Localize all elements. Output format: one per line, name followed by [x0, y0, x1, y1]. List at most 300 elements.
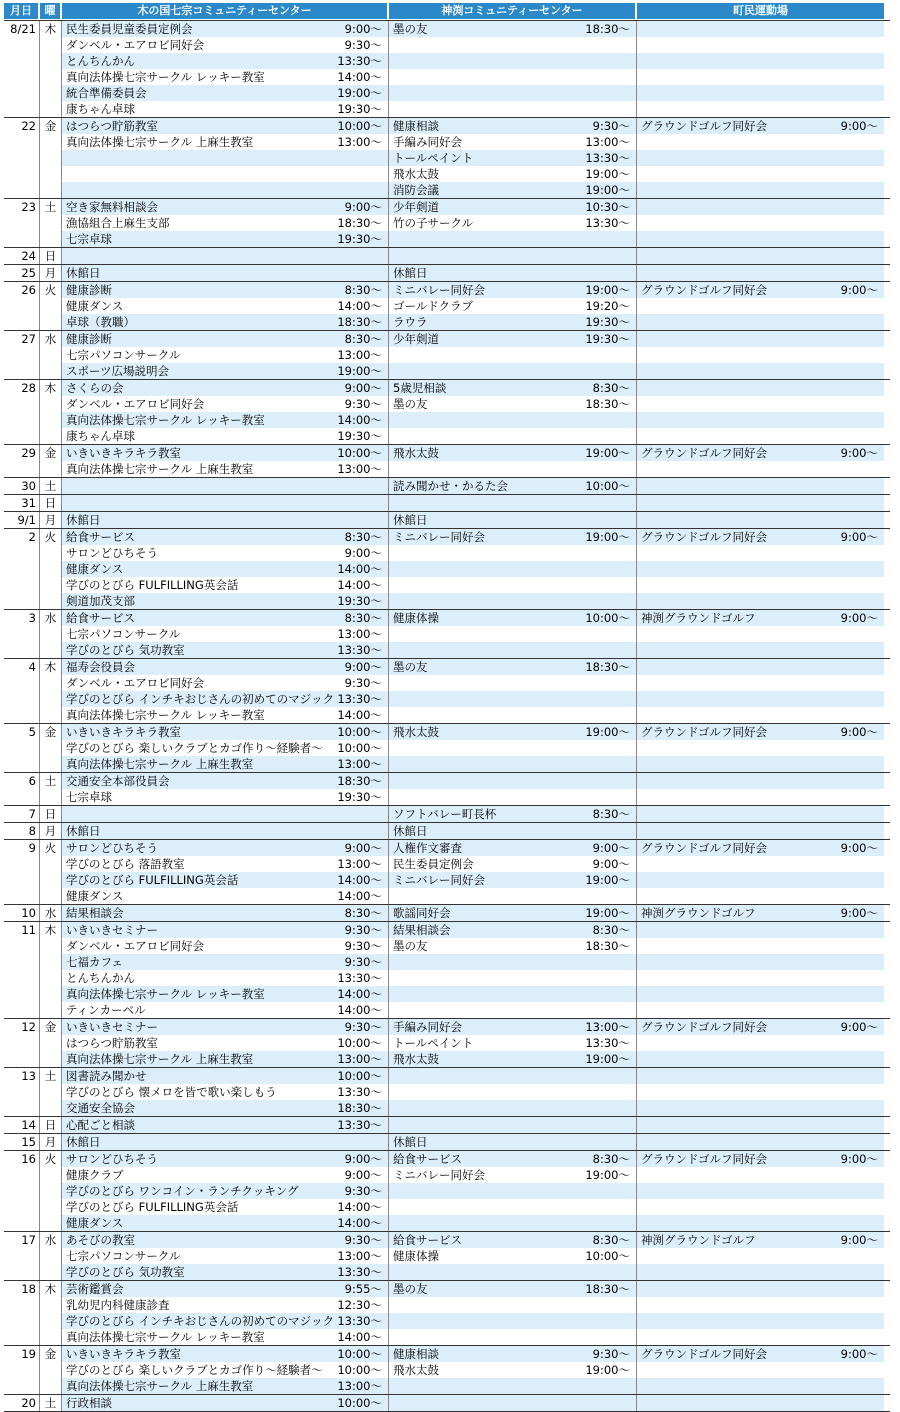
- event-time: 13:30～: [337, 692, 382, 706]
- event-line: [389, 740, 636, 756]
- event-time: 9:30～: [344, 923, 382, 937]
- event-line: [637, 626, 884, 642]
- event-name: 飛水太鼓: [393, 1363, 439, 1377]
- event-line: [62, 1183, 388, 1199]
- event-line: [389, 282, 636, 298]
- event-name: 健康ダンス: [66, 889, 124, 903]
- event-time: 18:30～: [585, 22, 630, 36]
- event-line: [389, 512, 636, 528]
- event-line: [389, 724, 636, 740]
- event-line: [389, 675, 636, 691]
- venue-nanasou-cell: [62, 495, 389, 511]
- event-name: 少年剣道: [393, 332, 439, 346]
- event-time: 19:00～: [585, 283, 630, 297]
- venue-kanbuchi-cell: [389, 773, 637, 805]
- day-weekday: 月: [40, 512, 62, 528]
- venue-field-cell: [637, 1019, 884, 1067]
- event-line: [62, 1051, 388, 1067]
- event-name: 福寿会役員会: [66, 660, 135, 674]
- event-line: [62, 938, 388, 954]
- event-line: [637, 970, 884, 986]
- event-line: [62, 659, 388, 675]
- event-name: 真向法体操七宗サークル レッキー教室: [66, 987, 265, 1001]
- event-line: [62, 1329, 388, 1345]
- event-line: [637, 1313, 884, 1329]
- event-line: [637, 823, 884, 839]
- day-weekday: 日: [40, 248, 62, 264]
- event-line: [637, 282, 884, 298]
- event-time: 14:00～: [337, 562, 382, 576]
- event-time: 19:00～: [585, 1168, 630, 1182]
- event-time: 9:00～: [344, 546, 382, 560]
- event-line: [637, 577, 884, 593]
- event-name: 歌謡同好会: [393, 906, 451, 920]
- event-time: 8:30～: [344, 611, 382, 625]
- event-line: [637, 593, 884, 609]
- table-row: [4, 822, 890, 839]
- event-line: [62, 1378, 388, 1394]
- venue-kanbuchi-cell: [389, 922, 637, 1018]
- event-time: 9:30～: [344, 939, 382, 953]
- venue-kanbuchi-cell: [389, 840, 637, 904]
- day-weekday: 土: [40, 478, 62, 494]
- event-line: [62, 298, 388, 314]
- event-time: 19:00～: [585, 1052, 630, 1066]
- event-name: 給食サービス: [66, 611, 135, 625]
- event-line: [389, 1051, 636, 1067]
- day-weekday: 日: [40, 495, 62, 511]
- event-line: [637, 134, 884, 150]
- event-name: 卓球（教職）: [66, 315, 135, 329]
- event-time: 13:30～: [337, 643, 382, 657]
- venue-field-cell: [637, 922, 884, 1018]
- venue-field-cell: [637, 529, 884, 609]
- venue-nanasou-cell: [62, 1346, 389, 1394]
- event-time: 13:00～: [585, 135, 630, 149]
- event-time: 18:30～: [585, 397, 630, 411]
- venue-nanasou-cell: [62, 1232, 389, 1280]
- event-line: [637, 840, 884, 856]
- event-line: [62, 773, 388, 789]
- event-time: 10:00～: [337, 119, 382, 133]
- event-time: 8:30～: [592, 807, 630, 821]
- venue-nanasou-cell: [62, 445, 389, 477]
- event-line: [62, 182, 388, 198]
- event-name: 交通安全本部役員会: [66, 774, 170, 788]
- venue-kanbuchi-cell: [389, 478, 637, 494]
- venue-nanasou-cell: [62, 840, 389, 904]
- event-line: [62, 512, 388, 528]
- event-name: グラウンドゴルフ同好会: [641, 1152, 768, 1166]
- event-time: 9:55～: [344, 1282, 382, 1296]
- event-line: [62, 1297, 388, 1313]
- event-time: 18:30～: [585, 660, 630, 674]
- event-line: [637, 331, 884, 347]
- event-line: [389, 1395, 636, 1411]
- event-name: 休館日: [66, 824, 101, 838]
- event-name: 結果相談会: [66, 906, 124, 920]
- event-time: 9:00～: [840, 1020, 878, 1034]
- event-line: [62, 806, 388, 822]
- event-line: [637, 905, 884, 921]
- day-date: 2: [4, 529, 40, 609]
- event-line: [637, 1346, 884, 1362]
- event-time: 10:00～: [585, 1249, 630, 1263]
- day-date: 30: [4, 478, 40, 494]
- event-line: [62, 412, 388, 428]
- venue-kanbuchi-cell: [389, 265, 637, 281]
- event-name: 消防会議: [393, 183, 439, 197]
- event-time: 19:00～: [337, 364, 382, 378]
- event-time: 13:00～: [337, 757, 382, 771]
- event-time: 19:20～: [585, 299, 630, 313]
- event-line: [62, 478, 388, 494]
- event-name: 墨の友: [393, 1282, 428, 1296]
- event-line: [389, 922, 636, 938]
- event-name: ミニバレー同好会: [393, 283, 485, 297]
- event-line: [62, 954, 388, 970]
- event-name: 真向法体操七宗サークル レッキー教室: [66, 1330, 265, 1344]
- event-name: 学びのとびら 落語教室: [66, 857, 185, 871]
- day-date: 18: [4, 1281, 40, 1345]
- day-weekday: 木: [40, 380, 62, 444]
- event-line: [637, 561, 884, 577]
- event-name: 七福カフェ: [66, 955, 123, 969]
- event-name: いきいきキラキラ教室: [66, 1347, 181, 1361]
- event-name: ミニバレー同好会: [393, 530, 485, 544]
- venue-kanbuchi-cell: [389, 1346, 637, 1394]
- event-name: 学びのとびら FULFILLING英会話: [66, 578, 239, 592]
- table-row: [4, 772, 890, 805]
- event-line: [62, 21, 388, 37]
- event-line: [389, 986, 636, 1002]
- event-line: [637, 1167, 884, 1183]
- venue-kanbuchi-cell: [389, 1019, 637, 1067]
- venue-kanbuchi-cell: [389, 610, 637, 658]
- event-time: 12:30～: [337, 1298, 382, 1312]
- event-line: [62, 1313, 388, 1329]
- event-line: [637, 1084, 884, 1100]
- event-line: [637, 231, 884, 247]
- event-time: 18:30～: [585, 1282, 630, 1296]
- venue-nanasou-cell: [62, 1117, 389, 1133]
- event-line: [389, 806, 636, 822]
- event-name: はつらつ貯筋教室: [66, 1036, 158, 1050]
- event-line: [62, 1215, 388, 1231]
- event-name: 健康相談: [393, 1347, 439, 1361]
- event-line: [389, 610, 636, 626]
- event-line: [637, 1051, 884, 1067]
- event-line: [389, 461, 636, 477]
- venue-nanasou-cell: [62, 905, 389, 921]
- event-name: 健康ダンス: [66, 562, 124, 576]
- event-time: 19:30～: [337, 790, 382, 804]
- event-time: 10:00～: [585, 479, 630, 493]
- event-line: [389, 1297, 636, 1313]
- event-time: 8:30～: [592, 381, 630, 395]
- event-time: 9:00～: [344, 660, 382, 674]
- event-line: [389, 215, 636, 231]
- event-line: [637, 888, 884, 904]
- table-row: [4, 658, 890, 723]
- event-time: 18:30～: [337, 315, 382, 329]
- venue-field-cell: [637, 265, 884, 281]
- event-line: [62, 396, 388, 412]
- day-date: 6: [4, 773, 40, 805]
- event-name: トールペイント: [393, 1036, 474, 1050]
- event-line: [62, 1117, 388, 1133]
- event-line: [62, 134, 388, 150]
- event-time: 14:00～: [337, 299, 382, 313]
- event-time: 9:00～: [592, 857, 630, 871]
- event-name: 墨の友: [393, 22, 428, 36]
- event-line: [389, 1035, 636, 1051]
- event-line: [637, 1395, 884, 1411]
- day-weekday: 木: [40, 1281, 62, 1345]
- venue-nanasou-cell: [62, 265, 389, 281]
- event-name: 墨の友: [393, 939, 428, 953]
- event-time: 10:00～: [337, 1396, 382, 1410]
- event-time: 9:30～: [592, 1347, 630, 1361]
- event-line: [637, 412, 884, 428]
- day-date: 23: [4, 199, 40, 247]
- event-line: [637, 954, 884, 970]
- event-time: 19:00～: [585, 1363, 630, 1377]
- event-name: 墨の友: [393, 397, 428, 411]
- event-line: [389, 888, 636, 904]
- event-name: グラウンドゴルフ同好会: [641, 725, 768, 739]
- event-line: [62, 740, 388, 756]
- day-date: 12: [4, 1019, 40, 1067]
- event-name: 学びのとびら 懐メロを皆で歌い楽しもう: [66, 1085, 277, 1099]
- header-venue-nanasou: 木の国七宗コミュニティーセンター: [62, 3, 387, 19]
- event-name: 剣道加茂支部: [66, 594, 135, 608]
- event-name: とんちんかん: [66, 971, 135, 985]
- event-name: 読み聞かせ・かるた会: [393, 479, 508, 493]
- table-row: [4, 198, 890, 247]
- event-time: 14:00～: [337, 1200, 382, 1214]
- event-line: [389, 1084, 636, 1100]
- event-name: 墨の友: [393, 660, 428, 674]
- table-row: [4, 723, 890, 772]
- day-date: 8/21: [4, 21, 40, 117]
- event-name: 飛水太鼓: [393, 1052, 439, 1066]
- event-time: 13:00～: [337, 348, 382, 362]
- event-line: [637, 298, 884, 314]
- event-name: いきいきキラキラ教室: [66, 446, 181, 460]
- event-time: 9:00～: [344, 381, 382, 395]
- event-line: [389, 495, 636, 511]
- venue-field-cell: [637, 445, 884, 477]
- event-line: [389, 561, 636, 577]
- venue-kanbuchi-cell: [389, 199, 637, 247]
- event-line: [637, 1151, 884, 1167]
- event-line: [389, 118, 636, 134]
- event-name: 芸術鑑賞会: [66, 1282, 124, 1296]
- event-name: 真向法体操七宗サークル レッキー教室: [66, 413, 265, 427]
- event-line: [62, 1362, 388, 1378]
- venue-nanasou-cell: [62, 118, 389, 198]
- event-line: [389, 642, 636, 658]
- day-weekday: 水: [40, 1232, 62, 1280]
- event-time: 10:00～: [337, 741, 382, 755]
- day-weekday: 金: [40, 724, 62, 772]
- event-line: [389, 691, 636, 707]
- day-weekday: 月: [40, 1134, 62, 1150]
- event-name: 真向法体操七宗サークル レッキー教室: [66, 70, 265, 84]
- event-line: [389, 529, 636, 545]
- event-line: [62, 789, 388, 805]
- event-line: [62, 1100, 388, 1116]
- event-line: [389, 856, 636, 872]
- table-row: [4, 477, 890, 494]
- event-line: [62, 593, 388, 609]
- event-line: [389, 1068, 636, 1084]
- event-time: 13:30～: [337, 54, 382, 68]
- event-name: ゴールドクラブ: [393, 299, 474, 313]
- day-weekday: 水: [40, 905, 62, 921]
- day-date: 9/1: [4, 512, 40, 528]
- event-time: 9:00～: [344, 1152, 382, 1166]
- event-name: 神渕グラウンドゴルフ: [641, 906, 756, 920]
- event-line: [389, 905, 636, 921]
- event-line: [62, 970, 388, 986]
- venue-kanbuchi-cell: [389, 905, 637, 921]
- table-row: [4, 1067, 890, 1116]
- event-line: [389, 428, 636, 444]
- event-time: 8:30～: [592, 923, 630, 937]
- table-row: [4, 494, 890, 511]
- event-time: 10:00～: [337, 725, 382, 739]
- event-time: 9:00～: [840, 530, 878, 544]
- event-line: [389, 478, 636, 494]
- event-line: [637, 118, 884, 134]
- event-name: サロンどひちそう: [66, 546, 158, 560]
- event-line: [637, 314, 884, 330]
- day-date: 8: [4, 823, 40, 839]
- table-row: [4, 1394, 890, 1412]
- venue-kanbuchi-cell: [389, 806, 637, 822]
- table-row: [4, 444, 890, 477]
- event-time: 10:00～: [337, 1069, 382, 1083]
- venue-field-cell: [637, 248, 884, 264]
- event-line: [637, 85, 884, 101]
- event-line: [637, 478, 884, 494]
- event-name: 民生委員定例会: [393, 857, 474, 871]
- event-time: 14:00～: [337, 70, 382, 84]
- event-line: [389, 85, 636, 101]
- event-time: 9:30～: [344, 1233, 382, 1247]
- event-line: [62, 756, 388, 772]
- event-line: [62, 1002, 388, 1018]
- event-line: [62, 1199, 388, 1215]
- day-date: 26: [4, 282, 40, 330]
- table-row: [4, 904, 890, 921]
- venue-kanbuchi-cell: [389, 21, 637, 117]
- event-name: 給食サービス: [393, 1233, 462, 1247]
- event-name: 健康相談: [393, 119, 439, 133]
- venue-kanbuchi-cell: [389, 495, 637, 511]
- venue-field-cell: [637, 905, 884, 921]
- event-name: グラウンドゴルフ同好会: [641, 1020, 768, 1034]
- event-line: [62, 53, 388, 69]
- event-line: [62, 1346, 388, 1362]
- event-line: [637, 347, 884, 363]
- event-line: [389, 1167, 636, 1183]
- day-weekday: 金: [40, 445, 62, 477]
- event-line: [62, 724, 388, 740]
- event-line: [389, 248, 636, 264]
- event-line: [637, 495, 884, 511]
- event-name: いきいきキラキラ教室: [66, 725, 181, 739]
- event-time: 19:00～: [585, 725, 630, 739]
- venue-nanasou-cell: [62, 21, 389, 117]
- event-name: ミニバレー同好会: [393, 1168, 485, 1182]
- event-time: 18:30～: [585, 939, 630, 953]
- event-name: 神渕グラウンドゴルフ: [641, 1233, 756, 1247]
- event-line: [637, 166, 884, 182]
- venue-nanasou-cell: [62, 282, 389, 330]
- venue-nanasou-cell: [62, 806, 389, 822]
- event-line: [637, 986, 884, 1002]
- schedule-table: [4, 3, 890, 1412]
- venue-field-cell: [637, 840, 884, 904]
- event-name: 七宗パソコンサークル: [66, 348, 181, 362]
- venue-nanasou-cell: [62, 1019, 389, 1067]
- event-line: [62, 1134, 388, 1150]
- venue-nanasou-cell: [62, 659, 389, 723]
- event-name: ミニバレー同好会: [393, 873, 485, 887]
- event-line: [637, 1117, 884, 1133]
- table-row: [4, 117, 890, 198]
- venue-nanasou-cell: [62, 1281, 389, 1345]
- event-line: [389, 1002, 636, 1018]
- event-name: 康ちゃん卓球: [66, 102, 135, 116]
- event-time: 9:30～: [592, 119, 630, 133]
- venue-field-cell: [637, 806, 884, 822]
- table-row: [4, 805, 890, 822]
- event-line: [637, 691, 884, 707]
- event-name: グラウンドゴルフ同好会: [641, 119, 768, 133]
- event-line: [637, 1297, 884, 1313]
- event-line: [62, 1151, 388, 1167]
- header-venue-field: 町民運動場: [637, 3, 884, 19]
- day-date: 17: [4, 1232, 40, 1280]
- venue-nanasou-cell: [62, 1134, 389, 1150]
- event-time: 9:30～: [344, 1020, 382, 1034]
- event-name: 手編み同好会: [393, 1020, 462, 1034]
- event-time: 19:30～: [337, 594, 382, 608]
- venue-nanasou-cell: [62, 610, 389, 658]
- venue-kanbuchi-cell: [389, 823, 637, 839]
- event-name: グラウンドゴルフ同好会: [641, 283, 768, 297]
- venue-kanbuchi-cell: [389, 1232, 637, 1280]
- event-line: [637, 1232, 884, 1248]
- venue-nanasou-cell: [62, 922, 389, 1018]
- event-name: 学びのとびら インチキおじさんの初めてのマジック: [66, 692, 335, 706]
- venue-nanasou-cell: [62, 1395, 389, 1411]
- event-name: 竹の子サークル: [393, 216, 474, 230]
- event-time: 8:30～: [592, 1233, 630, 1247]
- venue-nanasou-cell: [62, 331, 389, 379]
- event-name: 健康体操: [393, 1249, 439, 1263]
- event-line: [637, 872, 884, 888]
- event-line: [62, 85, 388, 101]
- event-line: [62, 1035, 388, 1051]
- event-time: 19:30～: [585, 315, 630, 329]
- venue-nanasou-cell: [62, 529, 389, 609]
- event-time: 9:00～: [840, 283, 878, 297]
